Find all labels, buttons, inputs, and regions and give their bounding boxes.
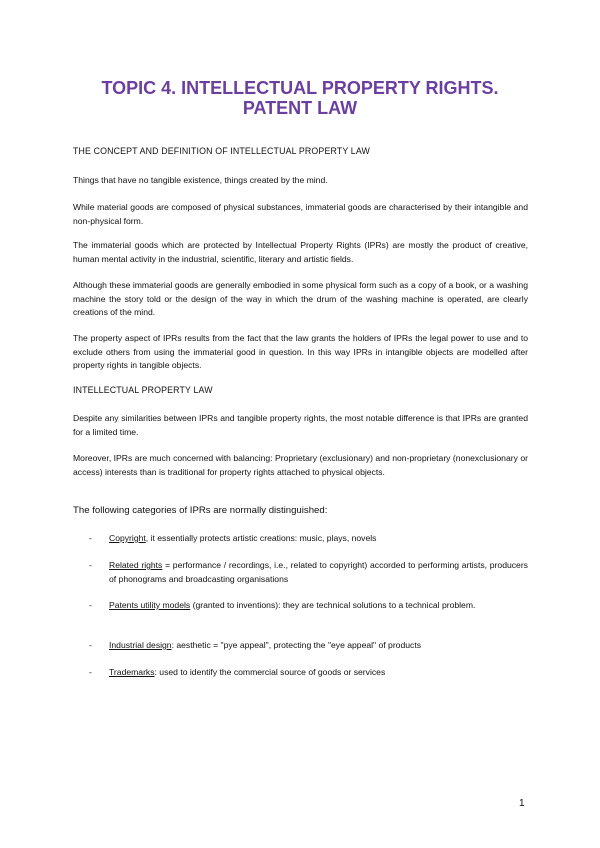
page-title-line-1: TOPIC 4. INTELLECTUAL PROPERTY RIGHTS.: [101, 78, 499, 98]
paragraph-3: The immaterial goods which are protected by Intellectual Property Rights (IPRs) are mostly the product of creative, human mental activity in the industrial, scientific, literary and artistic fields.: [73, 240, 528, 264]
list-item-text: : used to identify the commercial source of goods or services: [154, 667, 386, 677]
page-number: 1: [519, 798, 525, 809]
list-dash: -: [89, 533, 92, 543]
paragraph-4: Although these immaterial goods are generally embodied in some physical form such as a copy of a book, or a washing machine the story told or the design of the way in which the drum of the washing machine is operated, are clearly creations of the mind.: [73, 280, 528, 317]
section-heading-ip-law: INTELLECTUAL PROPERTY LAW: [73, 385, 213, 395]
list-dash: -: [89, 600, 92, 610]
list-dash: -: [89, 667, 92, 677]
list-dash: -: [89, 560, 92, 570]
list-dash: -: [89, 640, 92, 650]
list-item-text: , it essentially protects artistic creations: music, plays, novels: [145, 533, 377, 543]
paragraph-1: Things that have no tangible existence, things created by the mind.: [73, 175, 328, 185]
paragraph-6: Despite any similarities between IPRs and tangible property rights, the most notable difference is that IPRs are granted for a limited time.: [73, 413, 528, 437]
list-item-text: : aesthetic = "pye appeal", protecting the "eye appeal" of products: [171, 640, 422, 650]
section-heading-concept: THE CONCEPT AND DEFINITION OF INTELLECTUAL PROPERTY LAW: [73, 146, 370, 156]
list-item-term: Copyright: [109, 533, 146, 543]
paragraph-5: The property aspect of IPRs results from the fact that the law grants the holders of IPRs the legal power to use and to exclude others from using the immaterial good in question. In this way IPRs in intangible objects are modelled after property rights in tangible objects.: [73, 333, 528, 370]
paragraph-2: While material goods are composed of physical substances, immaterial goods are characterised by their intangible and non-physical form.: [73, 202, 528, 226]
list-item: [89, 532, 528, 546]
list-item-term: Patents utility models: [109, 600, 191, 610]
page-title-line-2: PATENT LAW: [242, 98, 358, 118]
list-item: [89, 666, 528, 680]
list-item: [89, 639, 528, 653]
list-item: [89, 559, 528, 586]
list-item-text: (granted to inventions): they are technical solutions to a technical problem.: [190, 600, 476, 610]
categories-intro: The following categories of IPRs are normally distinguished:: [73, 505, 328, 516]
paragraph-7: Moreover, IPRs are much concerned with balancing: Proprietary (exclusionary) and non-proprietary (nonexclusionary or access) interests than is traditional for property rights attached to physical objects.: [73, 453, 528, 477]
list-item-term: Trademarks: [109, 667, 155, 677]
list-item-text: = performance / recordings, i.e., related to copyright) accorded to performing artists, producers of phonograms and broadcasting organisations: [109, 560, 528, 584]
list-item-term: Related rights: [109, 560, 163, 570]
list-item: [89, 599, 528, 613]
list-item-term: Industrial design: [109, 640, 172, 650]
